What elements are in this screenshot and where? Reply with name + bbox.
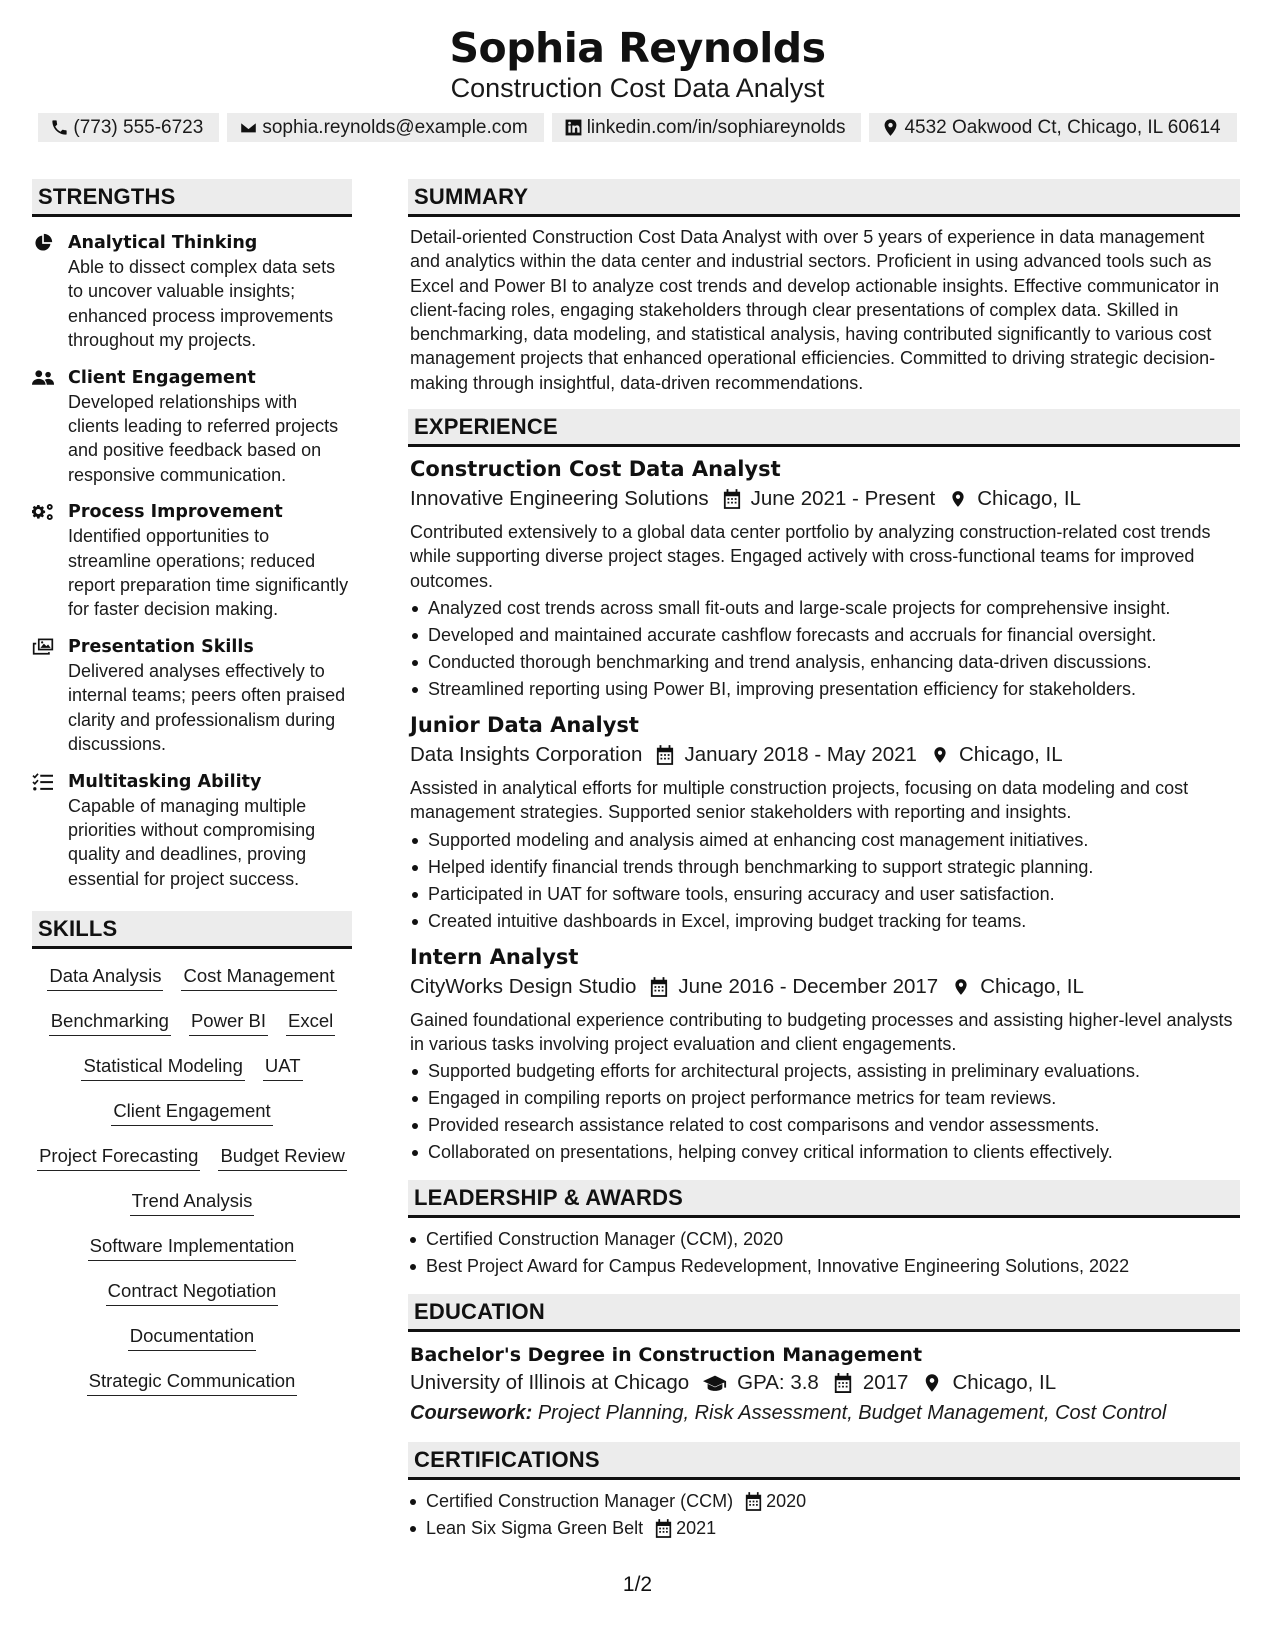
education-year: 2017	[862, 1371, 909, 1395]
job-dates: June 2016 - December 2017	[678, 974, 939, 998]
job-title: Construction Cost Data Analyst	[410, 457, 781, 482]
map-marker-icon	[949, 489, 967, 509]
map-marker-icon	[922, 1373, 942, 1393]
job-description: Contributed extensively to a global data center portfolio by analyzing construction-related cost trends while supporting diverse project stages. Engaged actively with cross-functional teams for improved outcomes.	[410, 522, 1211, 591]
education-degree: Bachelor's Degree in Construction Management	[410, 1344, 923, 1367]
bullet-item: Participated in UAT for software tools, ensuring accuracy and user satisfaction.	[410, 881, 1240, 908]
job-bullets	[410, 595, 1240, 703]
cogs-icon	[32, 502, 54, 522]
certification-item	[408, 1515, 1240, 1542]
contact-email[interactable]	[227, 113, 543, 142]
bullet-item: Conducted thorough benchmarking and trend analysis, enhancing data-driven discussions.	[410, 649, 1240, 676]
education-heading: EDUCATION	[408, 1294, 1240, 1332]
bullet-item: Streamlined reporting using Power BI, improving presentation efficiency for stakeholders.	[410, 676, 1240, 703]
coursework-text: Project Planning, Risk Assessment, Budget Management, Cost Control	[537, 1402, 1167, 1425]
strength-title: Presentation Skills	[68, 636, 254, 657]
skill-tag: Software Implementation	[88, 1235, 297, 1261]
calendar-icon	[655, 1519, 672, 1538]
bullet-item: Helped identify financial trends through benchmarking to support strategic planning.	[410, 854, 1240, 881]
contact-email-text: sophia.reynolds@example.com	[262, 116, 528, 138]
skill-tag: UAT	[263, 1055, 303, 1081]
skill-tag: Budget Review	[218, 1145, 346, 1171]
job-title: Junior Data Analyst	[410, 712, 639, 737]
candidate-title: Construction Cost Data Analyst	[450, 73, 825, 103]
contact-phone[interactable]	[38, 113, 219, 142]
job-entry	[408, 455, 1240, 703]
skill-tag: Excel	[286, 1010, 335, 1036]
job-bullets	[410, 827, 1240, 935]
leadership-list	[408, 1226, 1240, 1280]
strength-item	[32, 500, 352, 622]
strength-title: Client Engagement	[68, 367, 256, 388]
education-meta	[408, 1368, 1240, 1398]
job-company: CityWorks Design Studio	[410, 974, 637, 998]
job-location: Chicago, IL	[958, 742, 1063, 766]
skill-tag: Power BI	[189, 1010, 268, 1036]
skill-tag: Project Forecasting	[37, 1145, 200, 1171]
job-meta	[410, 484, 1240, 514]
strength-item	[32, 770, 352, 892]
certifications-list	[408, 1488, 1240, 1542]
strength-title: Multitasking Ability	[68, 771, 262, 792]
strength-desc: Developed relationships with clients leading to referred projects and positive feedback based on responsive communication.	[68, 391, 339, 485]
strength-item	[32, 366, 352, 488]
job-company: Data Insights Corporation	[410, 742, 643, 766]
contact-bar	[0, 113, 1275, 142]
summary-heading: SUMMARY	[408, 179, 1240, 217]
strength-desc: Capable of managing multiple priorities without compromising quality and deadlines, proving essential for project success.	[68, 795, 316, 889]
skill-tag: Benchmarking	[49, 1010, 171, 1036]
contact-address[interactable]	[869, 113, 1236, 142]
certification-year: 2021	[676, 1518, 717, 1539]
education-school: University of Illinois at Chicago	[410, 1371, 690, 1395]
envelope-icon	[239, 118, 258, 137]
bullet-item: Supported modeling and analysis aimed at enhancing cost management initiatives.	[410, 827, 1240, 854]
map-marker-icon	[881, 118, 900, 137]
job-entry	[408, 711, 1240, 935]
skill-tag: Statistical Modeling	[81, 1055, 244, 1081]
job-title: Intern Analyst	[410, 944, 579, 969]
bullet-item: Developed and maintained accurate cashflow forecasts and accruals for financial oversight.	[410, 622, 1240, 649]
skills-heading: SKILLS	[32, 911, 352, 949]
graduation-cap-icon	[703, 1373, 727, 1393]
experience-heading: EXPERIENCE	[408, 409, 1240, 447]
certification-name: Lean Six Sigma Green Belt	[426, 1518, 644, 1539]
job-location: Chicago, IL	[977, 487, 1081, 511]
phone-icon	[50, 118, 69, 137]
bullet-item: Certified Construction Manager (CCM), 2020	[408, 1226, 1240, 1253]
list-check-icon	[32, 772, 54, 792]
certifications-heading: CERTIFICATIONS	[408, 1442, 1240, 1480]
bullet-item: Supported budgeting efforts for architectural projects, assisting in preliminary evaluations.	[410, 1058, 1240, 1085]
certification-item	[408, 1488, 1240, 1515]
education-location: Chicago, IL	[952, 1371, 1057, 1395]
bullet-item: Best Project Award for Campus Redevelopment, Innovative Engineering Solutions, 2022	[408, 1253, 1240, 1280]
contact-linkedin-text: linkedin.com/in/sophiareynolds	[586, 116, 846, 138]
page-number: 1/2	[622, 1573, 653, 1596]
calendar-icon	[650, 977, 668, 997]
skill-tag: Cost Management	[181, 965, 336, 991]
strengths-heading: STRENGTHS	[32, 179, 352, 217]
job-meta	[410, 740, 1240, 770]
skills-list	[32, 955, 352, 1405]
strength-item	[32, 635, 352, 757]
contact-phone-text: (773) 555-6723	[73, 116, 204, 138]
bullet-item: Engaged in compiling reports on project performance metrics for team reviews.	[410, 1085, 1240, 1112]
leadership-heading: LEADERSHIP & AWARDS	[408, 1180, 1240, 1218]
left-column	[32, 179, 352, 1405]
calendar-icon	[723, 489, 741, 509]
skill-tag: Data Analysis	[47, 965, 163, 991]
skill-tag: Contract Negotiation	[106, 1280, 279, 1306]
summary-text: Detail-oriented Construction Cost Data Analyst with over 5 years of experience in data management and analytics within the data center and industrial sectors. Proficient in using advanced tools such as Excel and Power BI to analyze cost trends and develop actionable insights. Effective communicator in client-facing roles, engaging stakeholders through clear presentations of complex data. Skilled in benchmarking, data modeling, and statistical analysis, having contributed significantly to various cost management projects that enhanced operational efficiencies. Committed to driving strategic decision-making through insightful, data-driven recommendations.	[410, 227, 1220, 393]
users-icon	[32, 368, 54, 388]
job-bullets	[410, 1058, 1240, 1166]
calendar-icon	[745, 1492, 762, 1511]
contact-address-text: 4532 Oakwood Ct, Chicago, IL 60614	[904, 116, 1221, 138]
job-description: Assisted in analytical efforts for multiple construction projects, focusing on data modeling and cost management strategies. Supported senior stakeholders with reporting and insights.	[410, 777, 1189, 823]
calendar-icon	[833, 1373, 853, 1393]
job-dates: June 2021 - Present	[750, 487, 936, 511]
job-dates: January 2018 - May 2021	[684, 742, 917, 766]
strength-desc: Delivered analyses effectively to internal teams; peers often praised clarity and professionalism during discussions.	[68, 660, 346, 755]
strength-title: Analytical Thinking	[68, 233, 258, 253]
map-marker-icon	[952, 977, 970, 997]
bullet-item: Provided research assistance related to cost comparisons and vendor assessments.	[410, 1112, 1240, 1139]
strength-title: Process Improvement	[68, 502, 283, 523]
skill-tag: Trend Analysis	[130, 1190, 255, 1216]
pie-chart-icon	[32, 233, 54, 253]
skill-tag: Strategic Communication	[87, 1370, 298, 1396]
linkedin-icon	[564, 118, 583, 137]
bullet-item: Analyzed cost trends across small fit-outs and large-scale projects for comprehensive insight.	[410, 595, 1240, 622]
job-location: Chicago, IL	[980, 974, 1084, 998]
job-entry	[408, 943, 1240, 1167]
strengths-list	[32, 231, 352, 891]
certification-year: 2020	[766, 1491, 807, 1512]
calendar-icon	[656, 745, 674, 765]
education-gpa: GPA: 3.8	[737, 1371, 819, 1395]
bullet-item: Collaborated on presentations, helping convey critical information to clients effectively.	[410, 1139, 1240, 1166]
strength-desc: Identified opportunities to streamline operations; reduced report preparation time significantly for faster decision making.	[68, 526, 349, 620]
right-column	[408, 179, 1240, 1542]
strength-desc: Able to dissect complex data sets to uncover valuable insights; enhanced process improvements throughout my projects.	[68, 257, 336, 351]
map-marker-icon	[931, 745, 949, 765]
skill-tag: Client Engagement	[111, 1100, 272, 1126]
bullet-item: Created intuitive dashboards in Excel, improving budget tracking for teams.	[410, 908, 1240, 935]
job-company: Innovative Engineering Solutions	[410, 487, 709, 511]
coursework-label: Coursework:	[410, 1402, 533, 1425]
strength-item	[32, 231, 352, 353]
contact-linkedin[interactable]	[552, 113, 862, 142]
photo-film-icon	[32, 637, 54, 657]
education-coursework	[408, 1398, 1240, 1428]
job-description: Gained foundational experience contributing to budgeting processes and assisting higher-level analysts in various tasks involving project evaluation and client engagements.	[410, 1009, 1233, 1054]
certification-name: Certified Construction Manager (CCM)	[426, 1491, 734, 1512]
job-meta	[410, 972, 1240, 1002]
skill-tag: Documentation	[128, 1325, 256, 1351]
candidate-name: Sophia Reynolds	[449, 24, 826, 72]
